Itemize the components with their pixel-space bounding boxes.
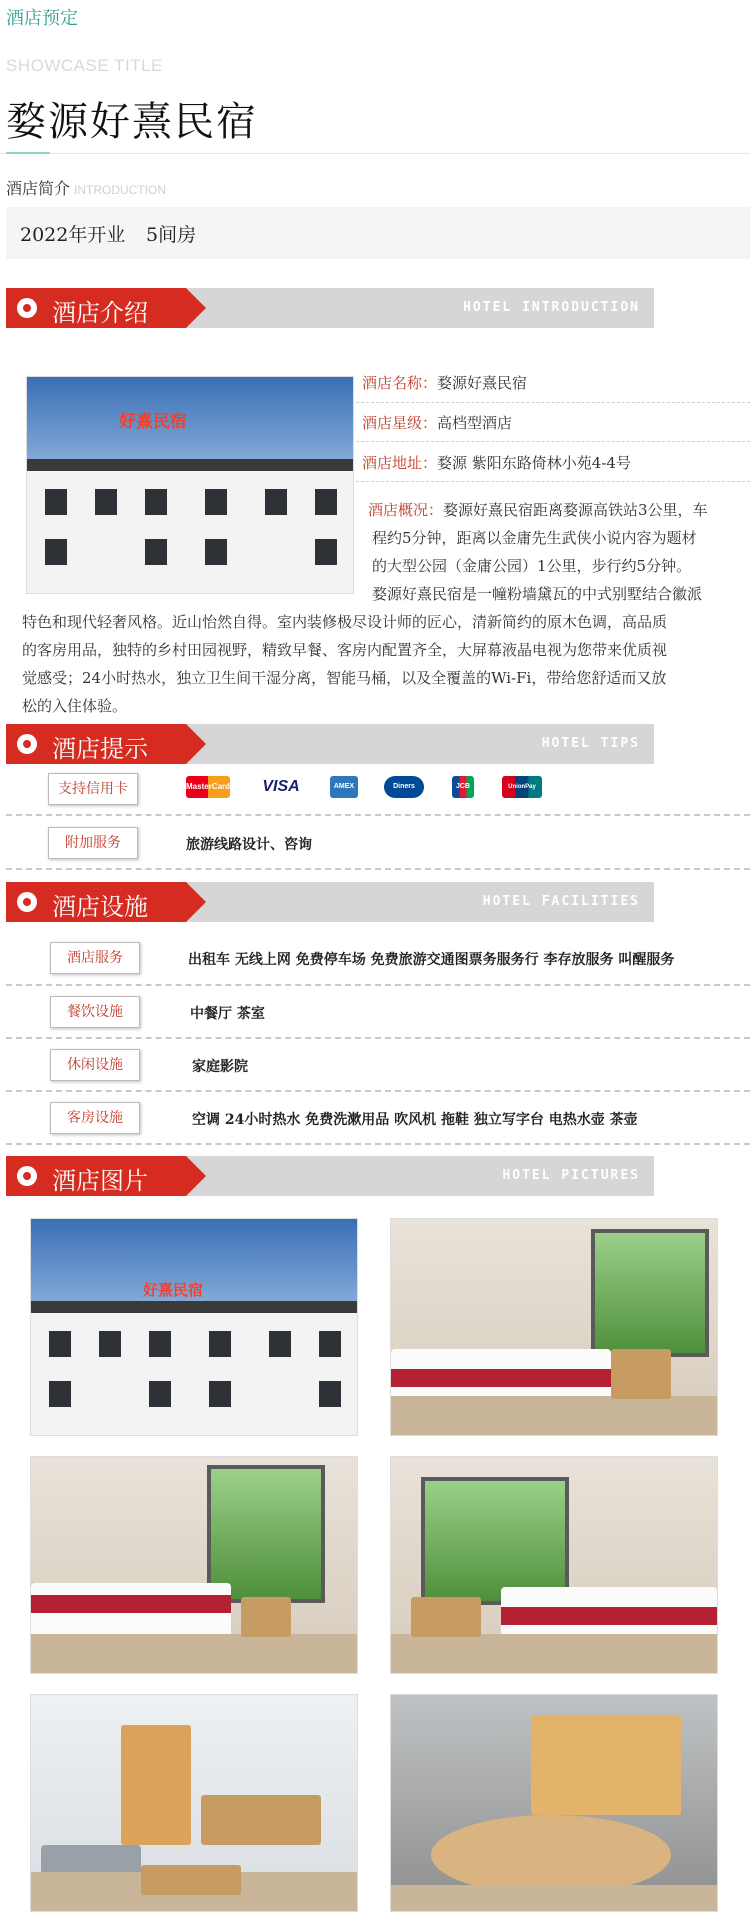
section-title: 酒店介绍 <box>52 299 148 327</box>
bullet-icon <box>17 734 37 754</box>
intro-label <box>6 176 166 199</box>
leisure-value: 家庭影院 <box>192 1059 248 1075</box>
diners-icon: Diners <box>384 776 424 798</box>
amex-icon: AMEX <box>330 776 358 798</box>
info-star: 酒店星级：高档型酒店 <box>362 414 513 432</box>
photo-sign: 好熹民宿 <box>143 1281 204 1299</box>
overview-line-8: 松的入住体验。 <box>22 697 128 715</box>
showcase-title: SHOWCASE TITLE <box>6 56 163 75</box>
section-banner-tips <box>6 724 654 764</box>
divider <box>6 1037 750 1039</box>
section-title: 酒店设施 <box>52 893 148 921</box>
info-address: 酒店地址：婺源 紫阳东路倚林小苑4-4号 <box>362 454 631 472</box>
section-title-en: HOTEL FACILITIES <box>482 894 640 909</box>
gallery-photo-exterior[interactable] <box>30 1218 358 1436</box>
section-title-en: HOTEL TIPS <box>541 736 640 751</box>
hotel-service-value: 出租车 无线上网 免费停车场 免费旅游交通图票务服务行 李存放服务 叫醒服务 <box>188 952 675 968</box>
gallery-photo-lounge[interactable] <box>30 1694 358 1912</box>
overview-line-1: 酒店概况：婺源好熹民宿距离婺源高铁站3公里，车 <box>368 501 708 519</box>
divider <box>6 1143 750 1145</box>
breadcrumb[interactable]: 酒店预定 <box>6 8 78 28</box>
section-banner-facilities <box>6 882 654 922</box>
extra-service-value: 旅游线路设计、咨询 <box>186 837 312 853</box>
divider <box>6 868 750 870</box>
info-name: 酒店名称：婺源好熹民宿 <box>362 374 528 392</box>
section-title-en: HOTEL INTRODUCTION <box>463 300 640 315</box>
divider <box>6 1090 750 1092</box>
gallery-photo-bedroom-2[interactable] <box>30 1456 358 1674</box>
section-banner-introduction <box>6 288 654 328</box>
intro-label-en: INTRODUCTION <box>74 183 167 197</box>
bullet-icon <box>17 892 37 912</box>
bullet-icon <box>17 1166 37 1186</box>
gallery-photo-bedroom-3[interactable] <box>390 1456 718 1674</box>
room-facilities-value: 空调 24小时热水 免费洗漱用品 吹风机 拖鞋 独立写字台 电热水壶 茶壶 <box>192 1112 638 1128</box>
section-title: 酒店提示 <box>52 735 148 763</box>
overview-line-2: 程约5分钟，距离以金庸先生武侠小说内容为题材 <box>372 529 697 547</box>
hotel-exterior-photo[interactable] <box>26 376 354 594</box>
photo-sign: 好熹民宿 <box>119 412 187 432</box>
section-title-en: HOTEL PICTURES <box>502 1168 640 1183</box>
opened-year: 2022年开业 <box>20 224 126 246</box>
summary-box <box>6 207 750 259</box>
title-accent-line <box>6 152 50 154</box>
room-count: 5间房 <box>146 224 197 246</box>
overview-line-6: 的客房用品，独特的乡村田园视野，精致早餐、客房内配置齐全，大屏幕液晶电视为您带来优质视 <box>22 641 668 659</box>
title-divider <box>0 153 750 154</box>
gallery-photo-dining[interactable] <box>390 1694 718 1912</box>
tag-dining: 餐饮设施 <box>50 996 140 1028</box>
mastercard-icon: MasterCard <box>186 776 230 798</box>
bullet-icon <box>17 298 37 318</box>
tag-leisure: 休闲设施 <box>50 1049 140 1081</box>
tag-extra-service: 附加服务 <box>48 827 138 859</box>
jcb-icon: JCB <box>452 776 474 798</box>
unionpay-icon: UnionPay <box>502 776 542 798</box>
overview-line-4: 婺源好熹民宿是一幢粉墙黛瓦的中式别墅结合徽派 <box>372 585 703 603</box>
divider <box>6 984 750 986</box>
tag-hotel-service: 酒店服务 <box>50 942 140 974</box>
section-banner-pictures <box>6 1156 654 1196</box>
divider <box>6 814 750 816</box>
section-title: 酒店图片 <box>52 1167 148 1195</box>
gallery-photo-bedroom-1[interactable] <box>390 1218 718 1436</box>
overview-line-5: 特色和现代轻奢风格。近山怡然自得。室内装修极尽设计师的匠心，清新简约的原木色调，高品质 <box>22 613 668 631</box>
visa-icon: VISA <box>256 776 306 798</box>
page-title: 婺源好熹民宿 <box>6 99 258 145</box>
overview-line-3: 的大型公园（金庸公园）1公里，步行约5分钟。 <box>372 557 692 575</box>
overview-line-7: 觉感受；24小时热水，独立卫生间干湿分离，智能马桶，以及全覆盖的Wi-Fi，带给您舒适而又放 <box>22 669 667 687</box>
intro-label-text: 酒店简介 <box>6 181 71 198</box>
tag-credit-card: 支持信用卡 <box>48 773 138 805</box>
tag-room-facilities: 客房设施 <box>50 1102 140 1134</box>
dining-value: 中餐厅 茶室 <box>190 1006 265 1022</box>
